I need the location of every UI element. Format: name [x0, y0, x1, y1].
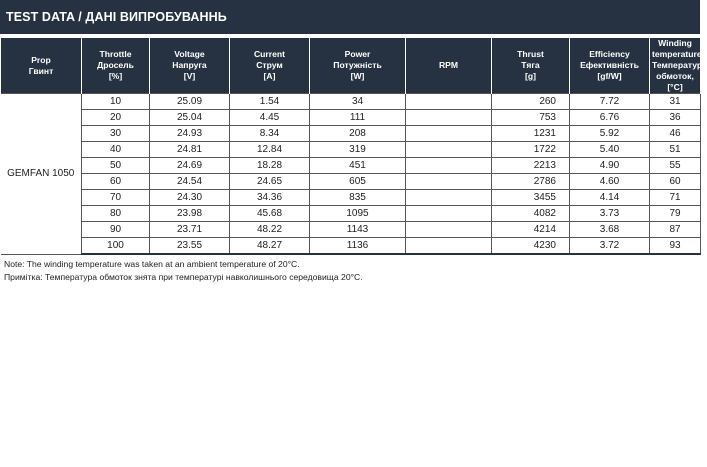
header-line: [g] — [525, 71, 536, 81]
current-cell: 12.84 — [230, 142, 310, 158]
thrust-cell: 3455 — [492, 190, 570, 206]
winding-temp-cell: 51 — [650, 142, 701, 158]
throttle-cell: 40 — [82, 142, 150, 158]
voltage-cell: 24.69 — [150, 158, 230, 174]
efficiency-cell: 3.68 — [570, 222, 650, 238]
power-cell: 208 — [310, 126, 406, 142]
header-line: Current — [253, 49, 286, 59]
current-cell: 18.28 — [230, 158, 310, 174]
rpm-cell — [406, 238, 492, 255]
power-cell: 605 — [310, 174, 406, 190]
efficiency-cell: 3.72 — [570, 238, 650, 255]
rpm-cell — [406, 222, 492, 238]
rpm-cell — [406, 94, 492, 110]
header-line: [W] — [350, 71, 365, 81]
current-cell: 48.27 — [230, 238, 310, 255]
throttle-cell: 70 — [82, 190, 150, 206]
table-row — [1, 142, 701, 158]
prop-cell: GEMFAN 1050 — [1, 94, 82, 255]
throttle-cell: 10 — [82, 94, 150, 110]
thrust-cell: 4082 — [492, 206, 570, 222]
thrust-cell: 2786 — [492, 174, 570, 190]
header-line: обмоток, [°C] — [656, 71, 694, 92]
header-line: Гвинт — [28, 65, 54, 76]
current-cell: 45.68 — [230, 206, 310, 222]
header-line: Напруга — [172, 60, 207, 70]
rpm-cell — [406, 158, 492, 174]
thrust-cell: 1231 — [492, 126, 570, 142]
current-cell: 34.36 — [230, 190, 310, 206]
header-line: Тяга — [521, 60, 540, 70]
current-cell: 4.45 — [230, 110, 310, 126]
efficiency-cell: 3.73 — [570, 206, 650, 222]
rpm-cell — [406, 126, 492, 142]
test-data-table — [0, 38, 707, 255]
voltage-cell: 24.81 — [150, 142, 230, 158]
table-row — [1, 174, 701, 190]
header-voltage — [150, 38, 230, 94]
header-line: [%] — [108, 71, 123, 81]
throttle-cell: 20 — [82, 110, 150, 126]
header-efficiency — [570, 38, 650, 94]
header-line: Winding — [658, 38, 692, 48]
power-cell: 1143 — [310, 222, 406, 238]
header-line: RPM — [438, 60, 459, 70]
power-cell: 451 — [310, 158, 406, 174]
efficiency-cell: 7.72 — [570, 94, 650, 110]
note-english: Note: The winding temperature was taken at an ambient temperature of 20°C. — [4, 259, 300, 269]
thrust-cell: 260 — [492, 94, 570, 110]
efficiency-cell: 4.14 — [570, 190, 650, 206]
header-line: [gf/W] — [597, 71, 622, 81]
efficiency-cell: 4.60 — [570, 174, 650, 190]
header-power — [310, 38, 406, 94]
current-cell: 8.34 — [230, 126, 310, 142]
header-line: [V] — [183, 71, 196, 81]
table-row — [1, 110, 701, 126]
voltage-cell: 24.54 — [150, 174, 230, 190]
thrust-cell: 4214 — [492, 222, 570, 238]
winding-temp-cell: 71 — [650, 190, 701, 206]
power-cell: 34 — [310, 94, 406, 110]
header-line: Power — [344, 49, 371, 59]
header-line: temperature — [652, 49, 702, 59]
voltage-cell: 25.09 — [150, 94, 230, 110]
winding-temp-cell: 31 — [650, 94, 701, 110]
table-row — [1, 222, 701, 238]
rpm-cell — [406, 110, 492, 126]
power-cell: 835 — [310, 190, 406, 206]
power-cell: 1095 — [310, 206, 406, 222]
efficiency-cell: 4.90 — [570, 158, 650, 174]
header-line: Потужність — [333, 60, 382, 70]
voltage-cell: 23.71 — [150, 222, 230, 238]
header-line: [A] — [263, 71, 276, 81]
header-current — [230, 38, 310, 94]
voltage-cell: 23.55 — [150, 238, 230, 255]
thrust-cell: 753 — [492, 110, 570, 126]
winding-temp-cell: 60 — [650, 174, 701, 190]
voltage-cell: 23.98 — [150, 206, 230, 222]
header-line: Ефективність — [580, 60, 639, 70]
header-line: Efficiency — [589, 49, 630, 59]
efficiency-cell: 5.40 — [570, 142, 650, 158]
rpm-cell — [406, 206, 492, 222]
current-cell: 1.54 — [230, 94, 310, 110]
throttle-cell: 60 — [82, 174, 150, 190]
power-cell: 111 — [310, 110, 406, 126]
title-banner — [0, 0, 700, 36]
rpm-cell — [406, 174, 492, 190]
table-row — [1, 126, 701, 142]
rpm-cell — [406, 190, 492, 206]
page-title: TEST DATA / ДАНІ ВИПРОБУВАННЬ — [6, 10, 227, 24]
voltage-cell: 24.30 — [150, 190, 230, 206]
efficiency-cell: 6.76 — [570, 110, 650, 126]
note-ukrainian: Примітка: Температура обмоток знята при температурі навколишнього середовища 20°C. — [4, 272, 363, 282]
winding-temp-cell: 55 — [650, 158, 701, 174]
voltage-cell: 24.93 — [150, 126, 230, 142]
thrust-cell: 4230 — [492, 238, 570, 255]
winding-temp-cell: 87 — [650, 222, 701, 238]
thrust-cell: 1722 — [492, 142, 570, 158]
efficiency-cell: 5.92 — [570, 126, 650, 142]
table-row — [1, 158, 701, 174]
current-cell: 24.65 — [230, 174, 310, 190]
winding-temp-cell: 36 — [650, 110, 701, 126]
table-row — [1, 206, 701, 222]
header-line: Струм — [256, 60, 283, 70]
winding-temp-cell: 46 — [650, 126, 701, 142]
header-winding-temperature — [650, 38, 707, 94]
voltage-cell: 25.04 — [150, 110, 230, 126]
current-cell: 48.22 — [230, 222, 310, 238]
throttle-cell: 100 — [82, 238, 150, 255]
throttle-cell: 30 — [82, 126, 150, 142]
throttle-cell: 80 — [82, 206, 150, 222]
header-thrust — [492, 38, 570, 94]
thrust-cell: 2213 — [492, 158, 570, 174]
header-line: Prop — [31, 54, 51, 65]
header-line: Thrust — [517, 49, 544, 59]
header-prop — [1, 38, 82, 94]
header-rpm — [406, 38, 492, 94]
table-row — [1, 238, 701, 255]
header-row — [1, 38, 701, 94]
rpm-cell — [406, 142, 492, 158]
power-cell: 1136 — [310, 238, 406, 255]
header-line: Voltage — [174, 49, 205, 59]
header-throttle — [82, 38, 150, 94]
power-cell: 319 — [310, 142, 406, 158]
header-line: Дросель — [97, 60, 134, 70]
winding-temp-cell: 79 — [650, 206, 701, 222]
header-line: Температура — [652, 60, 707, 70]
throttle-cell: 50 — [82, 158, 150, 174]
table-row — [1, 190, 701, 206]
winding-temp-cell: 93 — [650, 238, 701, 255]
header-line: Throttle — [99, 49, 132, 59]
throttle-cell: 90 — [82, 222, 150, 238]
table-row — [1, 94, 701, 110]
